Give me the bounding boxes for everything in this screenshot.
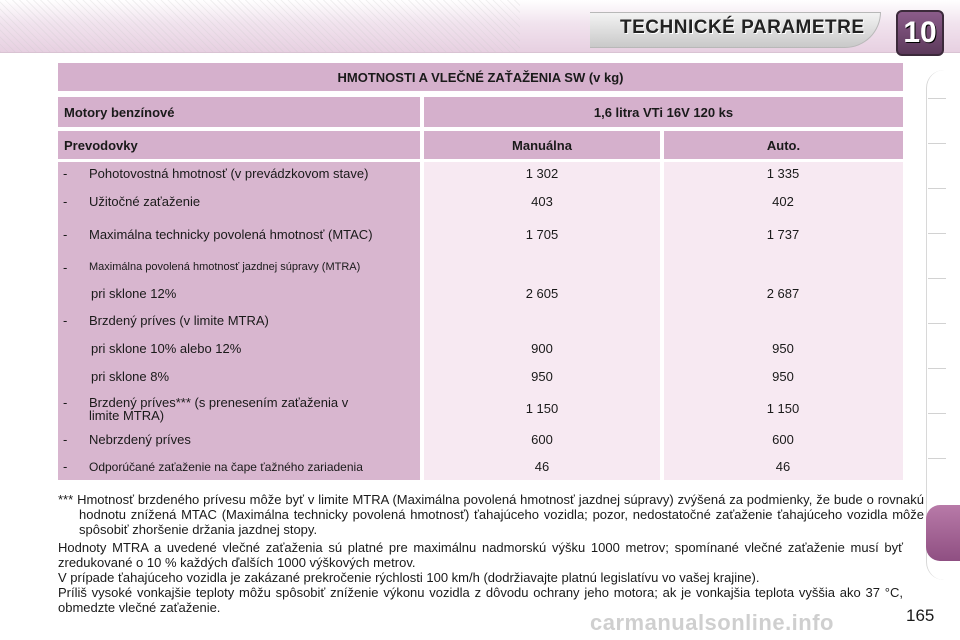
row-value-manual: 900 [531, 341, 553, 356]
row-value-manual: 403 [531, 194, 553, 209]
row-label: Maximálna povolená hmotnosť jazdnej súpravy (MTRA) [89, 261, 361, 273]
table-title: HMOTNOSTI A VLEČNÉ ZAŤAŽENIA SW (v kg) [58, 63, 903, 91]
side-tab-divider [928, 233, 946, 234]
row-value-manual: 600 [531, 432, 553, 447]
chapter-badge: 10 [896, 10, 944, 56]
row-dash: - [63, 395, 68, 410]
row-label: Brzdený príves (v limite MTRA) [89, 313, 269, 328]
row-dash: - [63, 260, 68, 275]
page-title: TECHNICKÉ PARAMETRE [620, 17, 865, 38]
row-label-sub: pri sklone 12% [91, 286, 177, 301]
side-tab-divider [928, 323, 946, 324]
row-value-auto: 1 335 [766, 166, 800, 181]
header-pattern [0, 0, 520, 52]
row-dash: - [63, 459, 68, 474]
row-label-line2: limite MTRA) [89, 408, 165, 423]
row-dash: - [63, 227, 68, 242]
row-value-auto: 950 [772, 369, 794, 384]
gearbox-label: Prevodovky [58, 131, 420, 159]
side-tab-divider [928, 143, 946, 144]
row-value-auto: 46 [775, 459, 791, 474]
row-label: Maximálna technicky povolená hmotnosť (MTAC) [89, 227, 373, 242]
row-value-auto: 1 150 [766, 401, 800, 416]
engine-label: Motory benzínové [58, 97, 420, 127]
side-tab-divider [928, 413, 946, 414]
side-tab-active[interactable] [926, 505, 960, 561]
row-label-sub: pri sklone 10% alebo 12% [91, 341, 242, 356]
watermark: carmanualsonline.info [590, 610, 834, 635]
column-header-manual: Manuálna [424, 131, 660, 159]
row-label-sub: pri sklone 8% [91, 369, 170, 384]
row-dash: - [63, 432, 68, 447]
page-number: 165 [906, 606, 935, 625]
row-value-auto: 402 [772, 194, 794, 209]
note-altitude: Hodnoty MTRA a uvedené vlečné zaťaženia sú platné pre maximálnu nadmorskú výšku 1000 metrov; spomínané vlečné zaťaženie musí byť zredukované o 10 % každých ďalších 1000 výškových metrov. [58, 540, 903, 570]
footnote: *** Hmotnosť brzdeného prívesu môže byť v limite MTRA (Maximálna povolená hmotnosť jazdnej súpravy) zvýšená za podmienky, že bude o rovnakú hodnotu znížená MTAC (Maximálna technicky povolená hmotnosť) ťahajúceho vozidla; pozor, nedostatočné zaťaženie ťahajúceho vozidla môže spôsobiť zhoršenie držania jazdnej stopy. [58, 492, 924, 537]
row-value-manual: 46 [534, 459, 550, 474]
row-value-auto: 950 [772, 341, 794, 356]
engine-value: 1,6 litra VTi 16V 120 ks [424, 97, 903, 127]
row-value-manual: 1 150 [525, 401, 559, 416]
row-value-manual: 950 [531, 369, 553, 384]
note-speed: V prípade ťahajúceho vozidla je zakázané prekročenie rýchlosti 100 km/h (dodržiavajte platnú legislatívu vo vašej krajine). [58, 570, 760, 585]
side-tab-divider [928, 368, 946, 369]
row-label: Odporúčané zaťaženie na čape ťažného zariadenia [89, 460, 363, 474]
row-label: Užitočné zaťaženie [89, 194, 201, 209]
row-label: Pohotovostná hmotnosť (v prevádzkovom stave) [89, 166, 369, 181]
side-tab-divider [928, 98, 946, 99]
side-tab-divider [928, 458, 946, 459]
row-dash: - [63, 166, 68, 181]
row-value-manual: 2 605 [525, 286, 559, 301]
side-tab-rail [926, 70, 960, 580]
row-value-manual: 1 705 [525, 227, 559, 242]
row-value-auto: 2 687 [766, 286, 800, 301]
row-value-auto: 600 [772, 432, 794, 447]
note-temperature: Príliš vysoké vonkajšie teploty môžu spôsobiť zníženie výkonu vozidla z dôvodu ochrany jeho motora; ak je vonkajšia teplota vyššia ako 37 °C, obmedzte vlečné zaťaženie. [58, 585, 903, 615]
row-value-auto: 1 737 [766, 227, 800, 242]
row-dash: - [63, 313, 68, 328]
row-dash: - [63, 194, 68, 209]
row-value-manual: 1 302 [525, 166, 559, 181]
side-tab-divider [928, 188, 946, 189]
side-tab-divider [928, 278, 946, 279]
column-header-auto: Auto. [664, 131, 903, 159]
row-label: Brzdený príves*** (s prenesením zaťaženia v [89, 395, 349, 410]
row-label: Nebrzdený príves [89, 432, 191, 447]
